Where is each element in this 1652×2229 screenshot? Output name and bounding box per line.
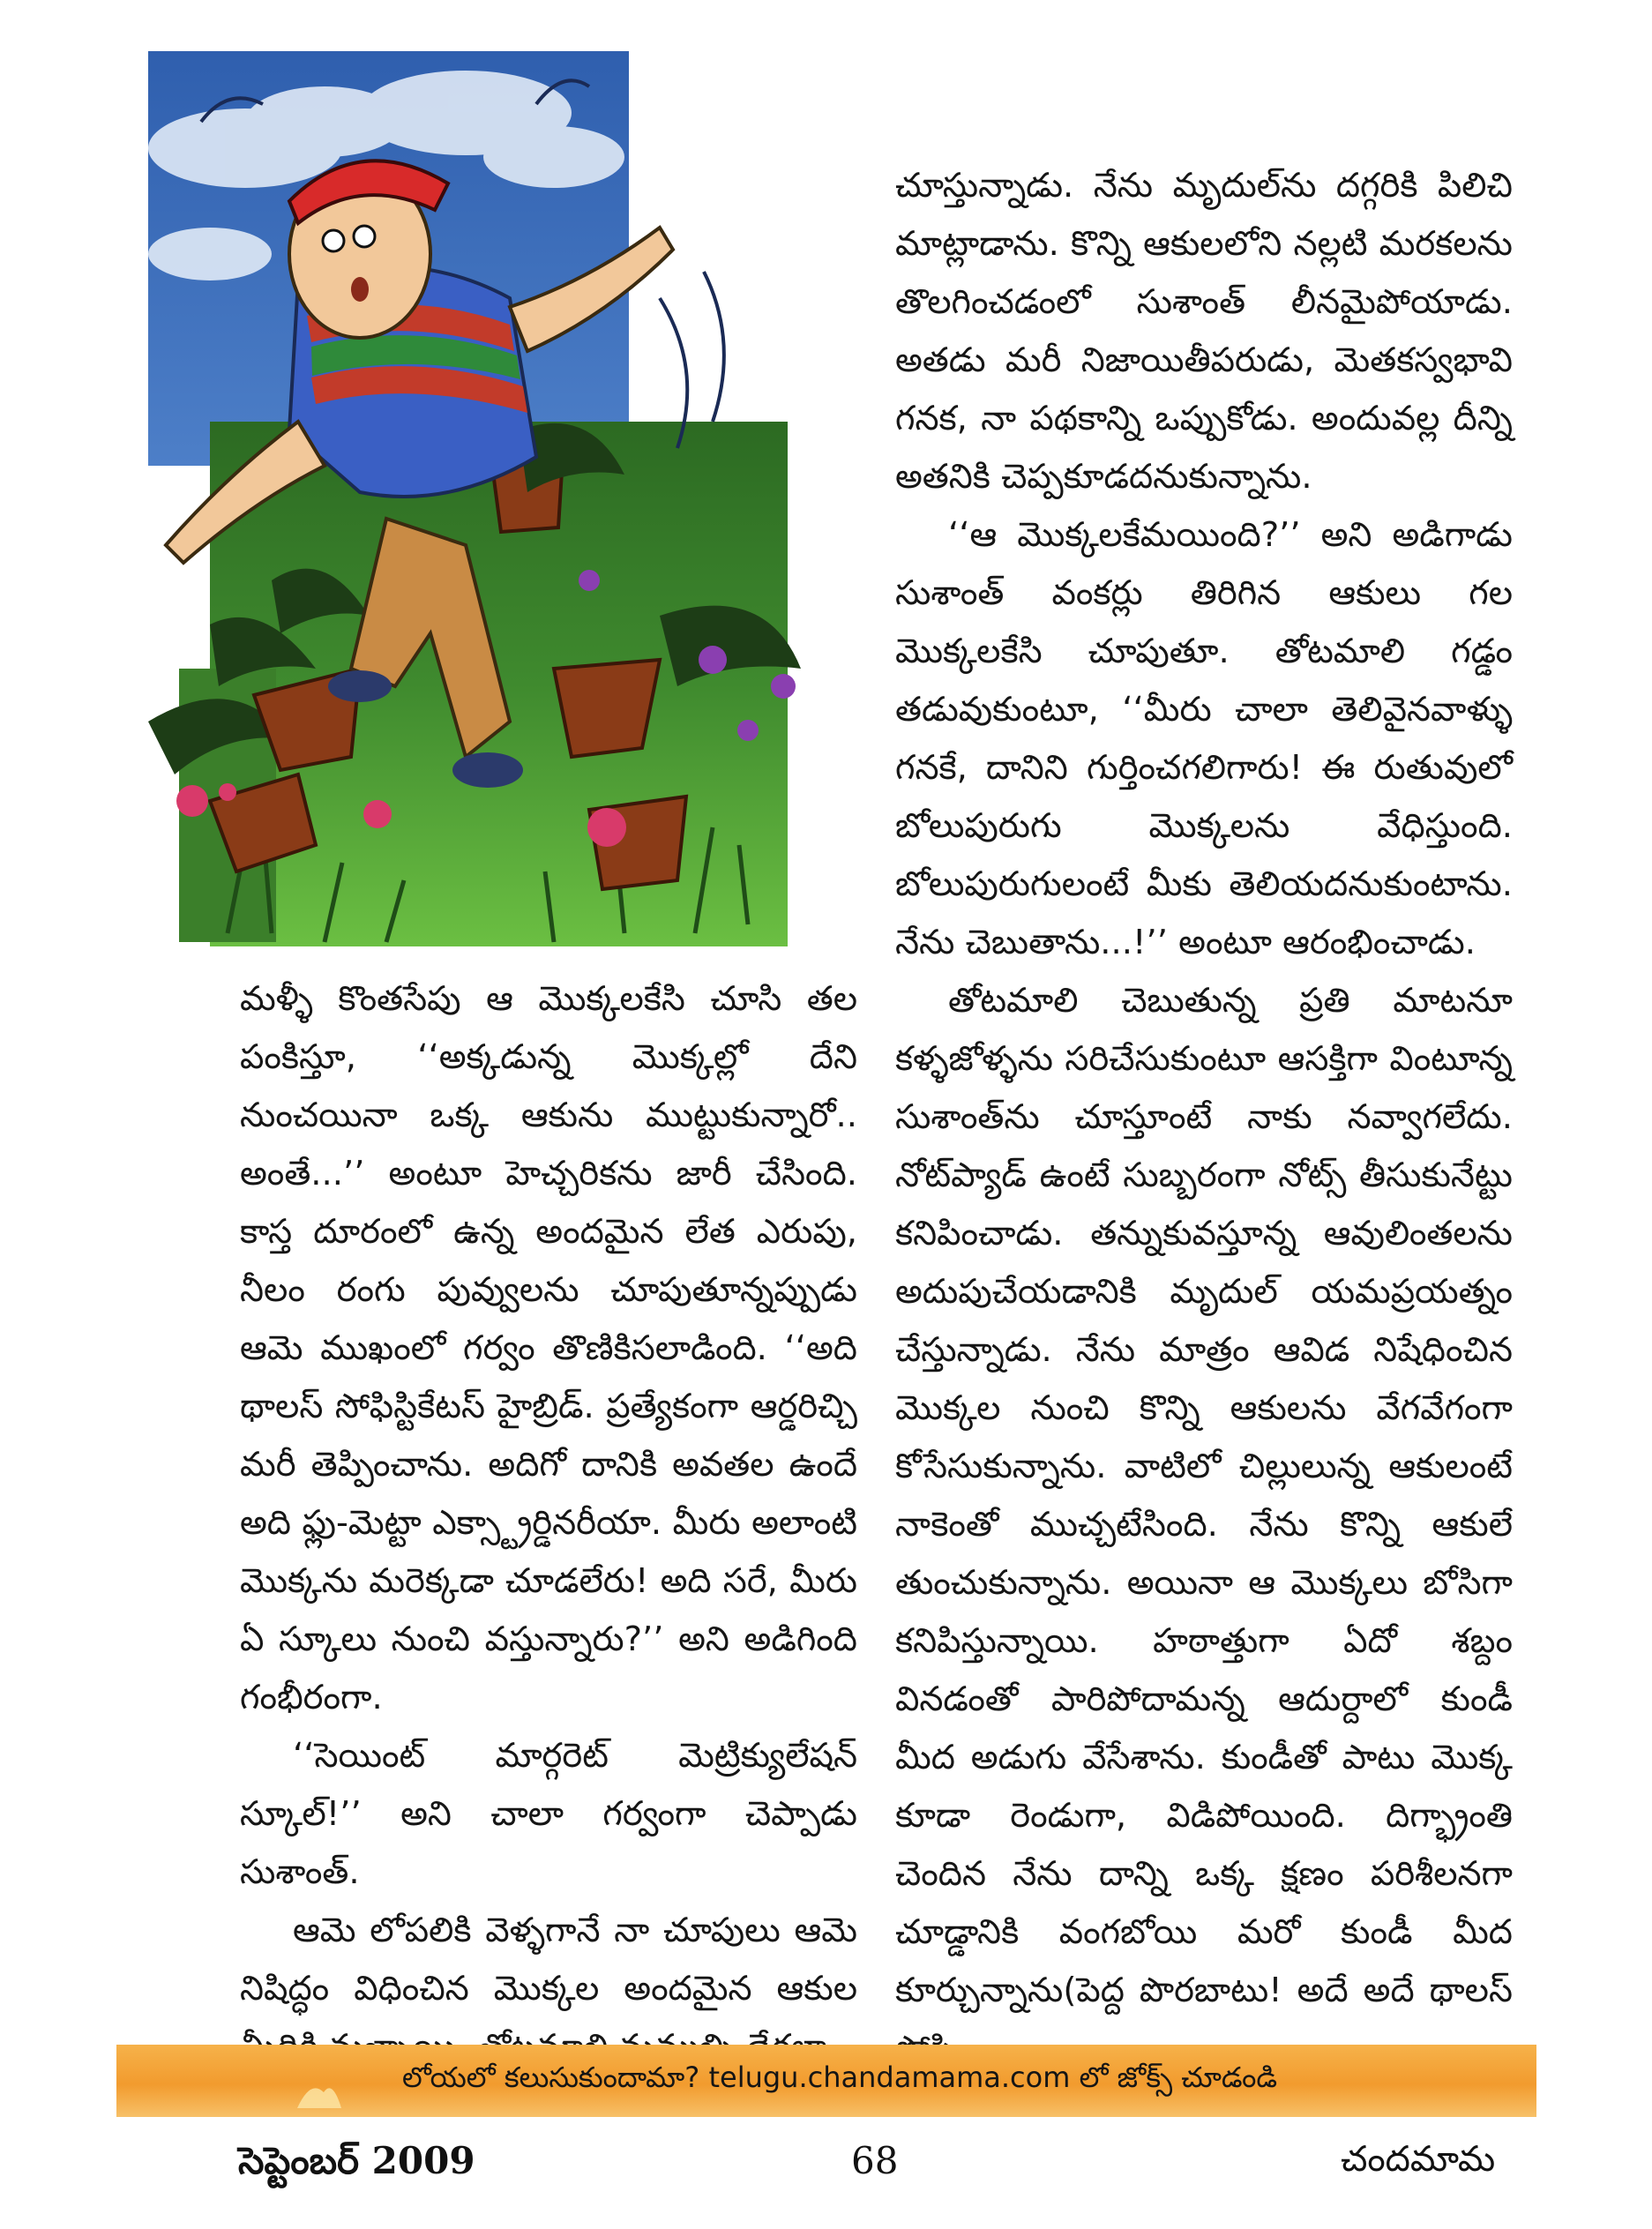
paragraph: చూస్తున్నాడు. నేను మృదుల్‌ను దగ్గరికి పిలిచి మాట్లాడాను. కొన్ని ఆకులలోని నల్లటి మరకలను తొలగించడంలో సుశాంత్ లీనమైపోయాడు. అతడు మరీ నిజాయితీపరుడు, మెతకస్వభావి గనక, నా పథకాన్ని ఒప్పుకోడు. అందువల్ల దీన్ని అతనికి చెప్పకూడదనుకున్నాను. [895, 166, 1513, 497]
paragraph: ఆమె లోపలికి వెళ్ళగానే నా చూపులు ఆమె నిషిద్ధం విధించిన మొక్కల అందమైన ఆకుల [240, 1911, 857, 2008]
paragraph: మళ్ళీ కొంతసేపు ఆ మొక్కలకేసి చూసి తల పంకిస్తూ, ‘‘అక్కడున్న మొక్కల్లో దేని నుంచయినా ఒక్క ఆకును ముట్టుకున్నారో.. అంతే...’’ అంటూ హెచ్చరికను జారీ చేసింది. కాస్త దూరంలో ఉన్న అందమైన లేత ఎరుపు, నీలం రంగు పువ్వులను చూపుతూన్నప్పుడు ఆమె ముఖంలో గర్వం తొణికిసలాడింది. ‘‘అది థాలస్ సోఫిస్టికేటస్ హైబ్రిడ్. ప్రత్యేకంగా ఆర్డరిచ్చి మరీ తెప్పించాను. అదిగో దానికి అవతల ఉందే అది ఫ్లు-మెట్టా ఎక్స్ట్రార్డినరీయా. మీరు అలాంటి మొక్కను మరెక్కడా చూడలేరు! అది సరే, మీరు ఏ స్కూలు నుంచి వస్తున్నారు?’’ అని అడిగింది గంభీరంగా. [240, 979, 857, 1717]
paragraph: ‘‘ఆ మొక్కలకేమయింది?’’ అని అడిగాడు సుశాంత్ వంకర్లు తిరిగిన ఆకులు గల మొక్కలకేసి చూపుతూ. తోటమాలి గడ్డం తడువుకుంటూ, ‘‘మీరు చాలా తెలివైనవాళ్ళు గనకే, దానిని గుర్తించగలిగారు! ఈ రుతువులో బోలుపురుగు మొక్కలను వేధిస్తుంది. బోలుపురుగులంటే మీకు తెలియదనుకుంటాను. నేను చెబుతాను...!’’ అంటూ ఆరంభించాడు. [895, 515, 1513, 962]
flame-icon [293, 2075, 346, 2110]
magazine-name: చందమామ [1341, 2139, 1496, 2180]
story-illustration [95, 51, 854, 969]
banner-text: లోయలో కలుసుకుందామా? telugu.chandamama.com లో జోక్స్ చూడండి [401, 2061, 1278, 2094]
page-number: 68 [851, 2139, 899, 2182]
issue-date: సెప్టెంబర్ 2009 [238, 2139, 475, 2182]
left-column-text [240, 970, 857, 2076]
paragraph: ‘‘సెయింట్ మార్గరెట్ మెట్రిక్యులేషన్ స్కూల్!’’ అని చాలా గర్వంగా చెప్పాడు సుశాంత్. [240, 1736, 857, 1892]
paragraph: తోటమాలి చెబుతున్న ప్రతి మాటనూ కళ్ళజోళ్ళను సరిచేసుకుంటూ ఆసక్తిగా వింటూన్న సుశాంత్‌ను చూస్తూంటే నాకు నవ్వాగలేదు. నోట్‌ప్యాడ్ ఉంటే సుబ్బరంగా నోట్స్ తీసుకునేట్టు కనిపించాడు. తన్నుకువస్తూన్న ఆవులింతలను అదుపుచేయడానికి మృదుల్ యమప్రయత్నం చేస్తున్నాడు. నేను మాత్రం ఆవిడ నిషేధించిన మొక్కల నుంచి కొన్ని ఆకులను వేగవేగంగా కోసేసుకున్నాను. వాటిలో చిల్లులున్న ఆకులంటే నాకెంతో ముచ్చటేసింది. నేను కొన్ని ఆకులే తుంచుకున్నాను. అయినా ఆ మొక్కలు బోసిగా కనిపిస్తున్నాయి. హఠాత్తుగా ఏదో శబ్దం వినడంతో పారిపోదామన్న ఆదుర్దాలో కుండీ మీద అడుగు వేసేశాను. కుండీతో పాటు మొక్క కూడా రెండుగా, విడిపోయింది. దిగ్భ్రాంతి చెందిన నేను దాన్ని ఒక్క క్షణం పరిశీలనగా చూడ్డానికి వంగబోయి మరో కుండీ మీద కూర్చున్నాను(పెద్ద పొరబాటు! అదే అదే థాలస్ [895, 981, 1513, 2010]
right-column-text [895, 157, 1513, 2078]
promo-banner [116, 2045, 1536, 2117]
